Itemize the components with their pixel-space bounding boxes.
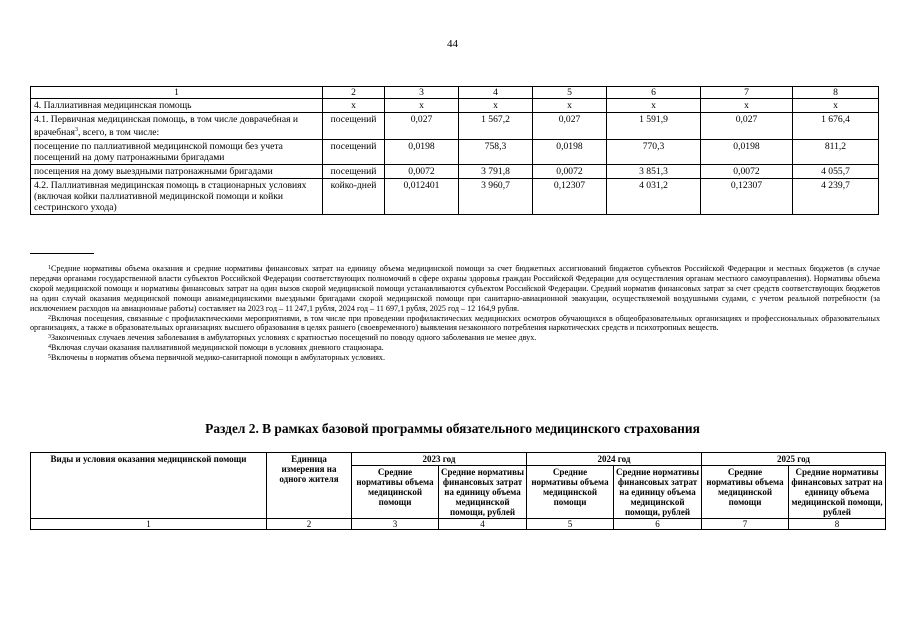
footnote [30, 353, 880, 363]
column-number: 3 [352, 519, 439, 530]
column-number-row [31, 87, 879, 99]
table-row [31, 140, 879, 165]
value-cell: 4 239,7 [793, 179, 879, 215]
footnote-marker: 2 [48, 314, 51, 321]
value-cell: 0,0198 [701, 140, 793, 165]
value-cell: 0,0198 [385, 140, 459, 165]
value-cell: х [701, 99, 793, 113]
page-number: 44 [447, 38, 458, 50]
column-number: 4 [439, 519, 527, 530]
header-cost-norm: Средние нормативы финансовых затрат на единицу объема медицинской помощи, рублей [614, 466, 702, 519]
footnote-divider [30, 253, 94, 254]
value-cell: 0,0072 [701, 165, 793, 179]
value-cell: х [607, 99, 701, 113]
footnote-text: Включая посещения, связанные с профилактическими мероприятиями, в том числе при проведении профилактических медицинских осмотров обучающихся в общеобразовательных организациях и профессиональных образовательных организациях, а также в образовательных организациях высшего образования в целях раннего (своевременного) выявления незаконного потребления наркотических средств и психотропных веществ. [30, 313, 880, 333]
row-label: 4. Паллиативная медицинская помощь [31, 99, 323, 113]
unit-cell: посещений [323, 140, 385, 165]
column-number: 8 [793, 87, 879, 99]
value-cell: х [385, 99, 459, 113]
value-cell: 3 791,8 [459, 165, 533, 179]
header-unit: Единица измерения на одного жителя [267, 453, 352, 519]
value-cell: 1 591,9 [607, 113, 701, 140]
footnote-marker: 5 [48, 354, 51, 361]
header-care-type: Виды и условия оказания медицинской помощи [31, 453, 267, 519]
column-number: 1 [31, 87, 323, 99]
column-number: 1 [31, 519, 267, 530]
footnote-marker: 4 [48, 344, 51, 351]
header-volume-norm: Средние нормативы объема медицинской помощи [527, 466, 614, 519]
value-cell: 0,027 [701, 113, 793, 140]
column-number: 2 [323, 87, 385, 99]
column-number: 5 [533, 87, 607, 99]
value-cell: 0,0198 [533, 140, 607, 165]
value-cell: 0,012401 [385, 179, 459, 215]
column-number: 5 [527, 519, 614, 530]
footnote-text: Законченных случаев лечения заболевания в амбулаторных условиях с кратностью посещений по поводу одного заболевания не менее двух. [51, 333, 537, 343]
column-number: 7 [701, 87, 793, 99]
row-label: посещение по паллиативной медицинской помощи без учета посещений на дому патронажными бригадами [31, 140, 323, 165]
unit-cell: койко-дней [323, 179, 385, 215]
unit-cell: посещений [323, 165, 385, 179]
header-year: 2024 год [527, 453, 702, 466]
header-year: 2023 год [352, 453, 527, 466]
row-label-text: 4.1. Первичная медицинская помощь, в том числе доврачебная и врачебная [34, 114, 299, 139]
value-cell: 0,027 [533, 113, 607, 140]
footnote-text: Включены в норматив объема первичной медико-санитарной помощи в амбулаторных условиях. [51, 353, 385, 363]
section-title: Раздел 2. В рамках базовой программы обязательного медицинского страхования [205, 421, 700, 436]
footnote-ref: 3 [74, 127, 78, 133]
table-row [31, 99, 879, 113]
value-cell: 811,2 [793, 140, 879, 165]
value-cell: 3 851,3 [607, 165, 701, 179]
value-cell: 0,027 [385, 113, 459, 140]
footnote [30, 264, 880, 314]
header-year: 2025 год [702, 453, 886, 466]
footnote-marker: 1 [48, 265, 51, 271]
row-label: 4.2. Паллиативная медицинская помощь в стационарных условиях (включая койки паллиативной медицинской помощи и койки сестринского ухода) [31, 179, 323, 215]
value-cell: 770,3 [607, 140, 701, 165]
row-label-tail: , всего, в том числе: [77, 127, 160, 139]
footnotes [30, 264, 880, 363]
oms-norms-table [30, 452, 886, 530]
header-volume-norm: Средние нормативы объема медицинской помощи [352, 466, 439, 519]
value-cell: 0,0072 [385, 165, 459, 179]
table-row [31, 113, 879, 140]
value-cell: 1 676,4 [793, 113, 879, 140]
value-cell: 758,3 [459, 140, 533, 165]
column-number: 8 [789, 519, 886, 530]
column-number: 4 [459, 87, 533, 99]
value-cell: 0,12307 [533, 179, 607, 215]
table-row [31, 179, 879, 215]
header-volume-norm: Средние нормативы объема медицинской помощи [702, 466, 789, 519]
row-label: посещения на дому выездными патронажными бригадами [31, 165, 323, 179]
column-number: 6 [614, 519, 702, 530]
column-number: 6 [607, 87, 701, 99]
header-cost-norm: Средние нормативы финансовых затрат на единицу объема медицинской помощи, рублей [439, 466, 527, 519]
table-row [31, 165, 879, 179]
unit-cell: х [323, 99, 385, 113]
value-cell: 0,12307 [701, 179, 793, 215]
value-cell: 4 031,2 [607, 179, 701, 215]
value-cell: х [459, 99, 533, 113]
footnote [30, 343, 880, 353]
footnote-text: Средние нормативы объема оказания и средние нормативы финансовых затрат на единицу объема медицинской помощи за счет бюджетных ассигнований бюджетов субъектов Российской Федерации и местных бюджетов (в случае передачи органами государственной власти субъектов Российской Федерации соответствующих полномочий в сфере охраны здоровья граждан Российской Федерации для осуществления органам местного самоуправления). Нормативы объема скорой медицинской помощи и нормативы финансовых затрат на один вызов скорой медицинской помощи устанавливаются субъектом Российской Федерации. Средний норматив финансовых затрат за счет средств соответствующих бюджетов на один случай оказания медицинской помощи авиамедицинскими выездными бригадами скорой медицинской помощи при санитарно-авиационной эвакуации, осуществляемой воздушными судами, с учетом реальной потребности (за исключением расходов на авиационные работы) составляет на 2023 год – 11 247,1 рубля, 2024 год – 11 697,1 рубля, 2025 год – 12 164,9 рубля. [30, 264, 880, 313]
palliative-care-table [30, 86, 879, 215]
row-label [31, 113, 323, 140]
column-number-row [31, 519, 886, 530]
value-cell: 3 960,7 [459, 179, 533, 215]
value-cell: 0,0072 [533, 165, 607, 179]
unit-cell: посещений [323, 113, 385, 140]
header-cost-norm: Средние нормативы финансовых затрат на единицу объема медицинской помощи, рублей [789, 466, 886, 519]
footnote [30, 314, 880, 334]
value-cell: х [533, 99, 607, 113]
footnote [30, 333, 880, 343]
footnote-text: Включая случаи оказания паллиативной медицинской помощи в условиях дневного стационара. [51, 343, 384, 353]
header-row [31, 453, 886, 466]
footnote-marker: 3 [48, 334, 51, 341]
value-cell: 1 567,2 [459, 113, 533, 140]
value-cell: 4 055,7 [793, 165, 879, 179]
value-cell: х [793, 99, 879, 113]
column-number: 3 [385, 87, 459, 99]
column-number: 7 [702, 519, 789, 530]
column-number: 2 [267, 519, 352, 530]
